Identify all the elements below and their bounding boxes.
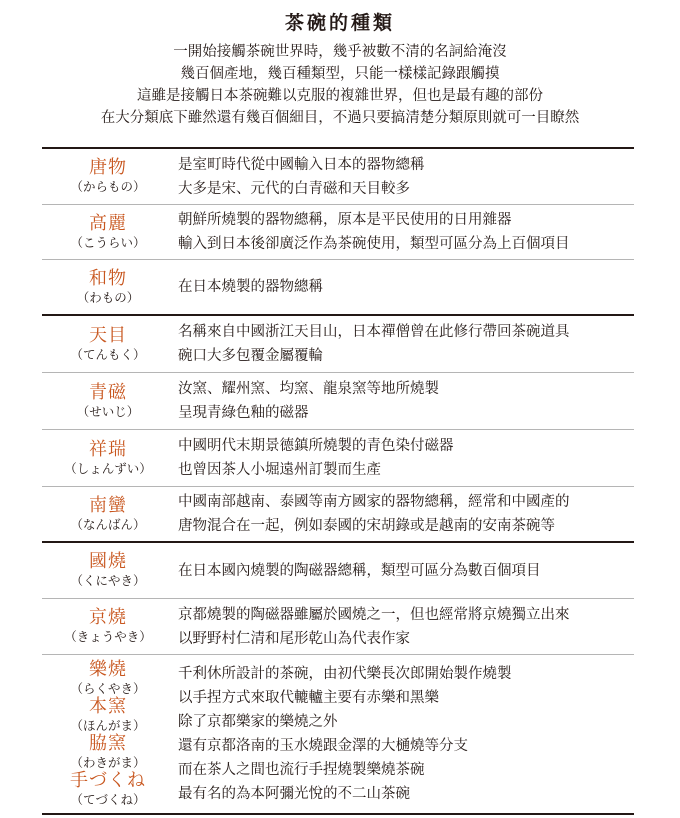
table-row xyxy=(42,655,634,815)
intro-line: 一開始接觸茶碗世界時，幾乎被數不清的名詞給淹沒 xyxy=(173,44,507,60)
type-names xyxy=(42,608,174,645)
type-names xyxy=(42,496,174,533)
tea-bowl-types-table xyxy=(42,147,634,815)
type-reading: （しょんずい） xyxy=(64,460,152,476)
type-name-block xyxy=(42,734,174,771)
type-name-block xyxy=(42,496,174,533)
type-description xyxy=(174,208,634,256)
description-line: 除了京都樂家的樂燒之外 xyxy=(178,714,338,730)
type-reading: （らくやき） xyxy=(70,681,146,696)
type-reading: （てんもく） xyxy=(70,346,146,362)
description-line: 京都燒製的陶磁器雖屬於國燒之一，但也經常將京燒獨立出來 xyxy=(178,606,570,623)
type-names xyxy=(42,269,174,306)
type-reading: （わもの） xyxy=(76,289,140,305)
type-name: 京燒 xyxy=(89,607,127,628)
description-line: 汝窯、耀州窯、均窯、龍泉窯等地所燒製 xyxy=(178,381,439,397)
type-name: 青磁 xyxy=(89,381,127,403)
type-name: 樂燒 xyxy=(89,659,127,680)
table-row xyxy=(42,260,634,316)
type-name: 手づくね xyxy=(70,770,146,791)
description-line: 也曾因茶人小堀遠州訂製而生產 xyxy=(178,462,381,478)
type-description xyxy=(174,603,634,651)
type-description xyxy=(174,434,634,482)
table-row xyxy=(42,487,634,543)
type-names xyxy=(42,326,174,363)
intro-paragraph xyxy=(0,41,680,129)
intro-line: 這雖是接觸日本茶碗難以克服的複雜世界，但也是最有趣的部份 xyxy=(137,88,543,104)
description-line: 在日本國內燒製的陶磁器總稱，類型可區分為數百個項目 xyxy=(178,562,541,579)
description-line: 是室町時代從中國輸入日本的器物總稱 xyxy=(178,156,425,173)
type-name: 脇窯 xyxy=(89,733,127,754)
type-name: 高麗 xyxy=(89,212,127,234)
type-name-block xyxy=(42,552,174,589)
type-reading: （きょうやき） xyxy=(64,629,152,644)
description-line: 千利休所設計的茶碗，由初代樂長次郎開始製作燒製 xyxy=(178,666,512,682)
type-name: 唐物 xyxy=(89,157,127,178)
type-description xyxy=(174,153,634,201)
type-names xyxy=(42,383,174,420)
description-line: 輸入到日本後卻廣泛作為茶碗使用，類型可區分為上百個項目 xyxy=(178,236,570,252)
type-reading: （てづくね） xyxy=(70,792,146,807)
description-line: 中國南部越南、泰國等南方國家的器物總稱，經常和中國產的 xyxy=(178,494,570,510)
type-reading: （からもの） xyxy=(70,179,146,194)
description-line: 以野野村仁清和尾形乾山為代表作家 xyxy=(178,630,410,647)
type-name-block xyxy=(42,214,174,251)
description-line: 朝鮮所燒製的器物總稱，原本是平民使用的日用雜器 xyxy=(178,212,512,228)
type-reading: （こうらい） xyxy=(70,234,146,250)
type-name: 祥瑞 xyxy=(89,438,127,460)
type-description xyxy=(174,275,634,299)
description-line: 在日本燒製的器物總稱 xyxy=(178,279,323,295)
type-name-block xyxy=(42,697,174,734)
intro-line: 在大分類底下雖然還有幾百個細目，不過只要搞清楚分類原則就可一目瞭然 xyxy=(100,110,580,126)
type-name: 和物 xyxy=(89,267,127,289)
type-description xyxy=(174,320,634,368)
type-name: 國燒 xyxy=(89,551,127,572)
type-names xyxy=(42,552,174,589)
type-names xyxy=(42,660,174,808)
table-row xyxy=(42,430,634,487)
description-line: 碗口大多包覆金屬覆輪 xyxy=(178,348,323,364)
type-reading: （くにやき） xyxy=(70,573,146,588)
type-name: 天目 xyxy=(89,324,127,346)
table-row xyxy=(42,599,634,655)
type-reading: （ほんがま） xyxy=(70,718,146,733)
type-reading: （せいじ） xyxy=(76,403,140,419)
type-name: 本窯 xyxy=(89,696,127,717)
description-line: 還有京都洛南的玉水燒跟金澤的大樋燒等分支 xyxy=(178,738,468,754)
description-line: 中國明代末期景德鎮所燒製的青色染付磁器 xyxy=(178,438,454,454)
type-name-block xyxy=(42,326,174,363)
description-line: 而在茶人之間也流行手捏燒製樂燒茶碗 xyxy=(178,762,425,778)
type-name-block xyxy=(42,269,174,306)
type-name-block xyxy=(42,440,174,477)
page-title: 茶碗的種類 xyxy=(284,12,395,34)
type-names xyxy=(42,158,174,195)
type-name-block xyxy=(42,660,174,697)
table-row xyxy=(42,543,634,599)
type-description xyxy=(174,662,634,806)
type-name: 南蠻 xyxy=(89,494,127,516)
description-line: 呈現青綠色釉的磁器 xyxy=(178,405,309,421)
type-description xyxy=(174,490,634,538)
type-description xyxy=(174,559,634,583)
description-line: 唐物混合在一起，例如泰國的宋胡錄或是越南的安南茶碗等 xyxy=(178,518,555,534)
type-names xyxy=(42,440,174,477)
type-names xyxy=(42,214,174,251)
intro-line: 幾百個產地，幾百種類型，只能一樣樣記錄跟觸摸 xyxy=(180,66,500,82)
type-name-block xyxy=(42,608,174,645)
table-row xyxy=(42,147,634,205)
description-line: 以手捏方式來取代轆轤主要有赤樂和黑樂 xyxy=(178,690,439,706)
description-line: 最有名的為本阿彌光悅的不二山茶碗 xyxy=(178,786,410,802)
type-reading: （わきがま） xyxy=(70,755,146,770)
type-name-block xyxy=(42,158,174,195)
type-reading: （なんばん） xyxy=(70,516,146,532)
table-row xyxy=(42,373,634,430)
description-line: 名稱來自中國浙江天目山，日本禪僧曾在此修行帶回茶碗道具 xyxy=(178,324,570,340)
type-name-block xyxy=(42,771,174,808)
description-line: 大多是宋、元代的白青磁和天目較多 xyxy=(178,180,410,197)
table-row xyxy=(42,316,634,373)
type-name-block xyxy=(42,383,174,420)
type-description xyxy=(174,377,634,425)
table-row xyxy=(42,205,634,260)
